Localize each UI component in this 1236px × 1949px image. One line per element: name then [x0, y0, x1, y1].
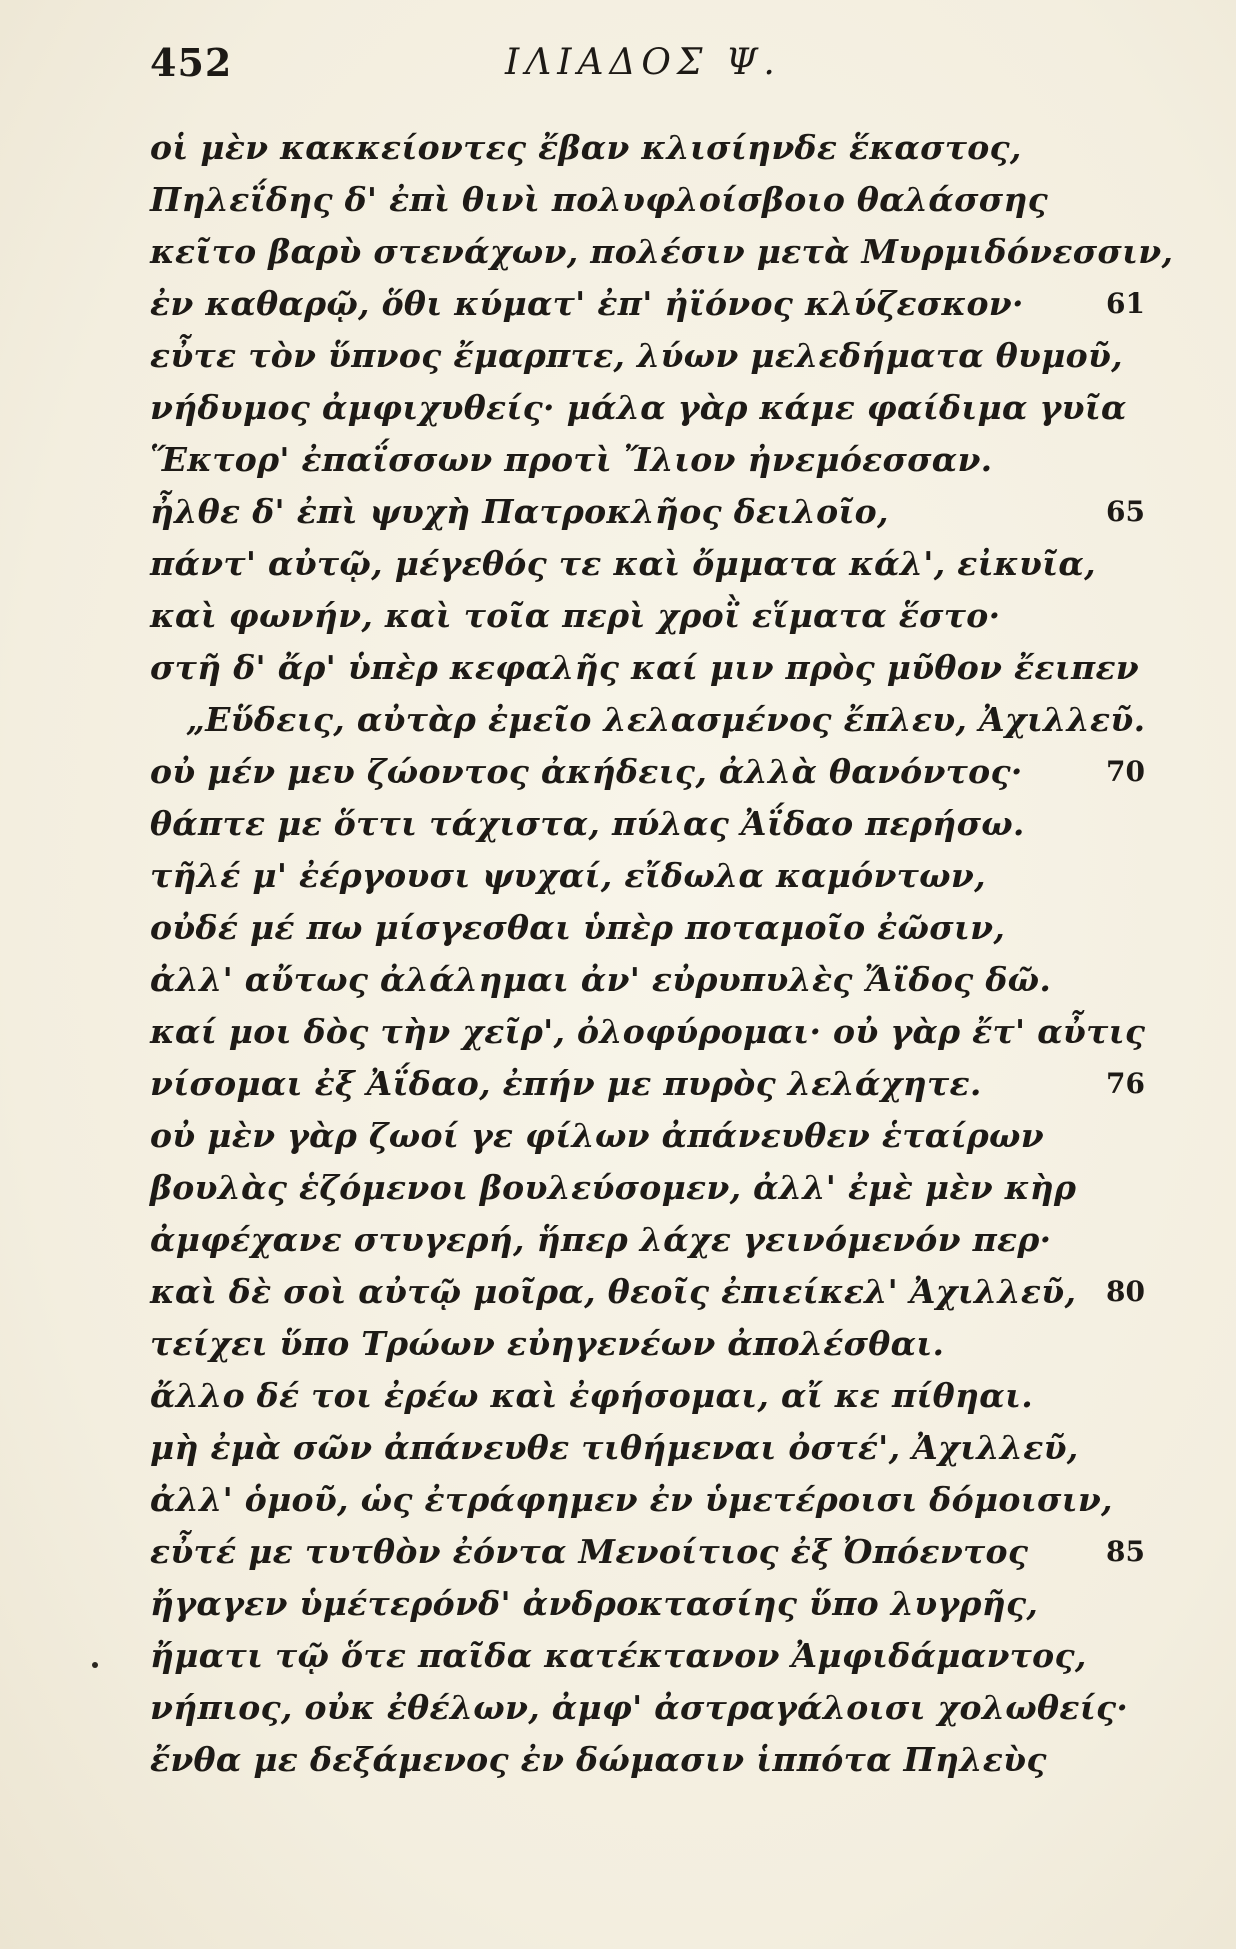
verse-text: εὖτέ με τυτθὸν ἐόντα Μενοίτιος ἐξ Ὀπόεντος	[150, 1532, 1029, 1571]
verse-text: νίσομαι ἐξ Ἀΐδαο, ἐπήν με πυρὸς λελάχητε.	[150, 1064, 982, 1103]
verse-text: οὐδέ μέ πω μίσγεσθαι ὑπὲρ ποταμοῖο ἐῶσιν,	[150, 908, 1006, 947]
verse-line	[150, 902, 1150, 954]
verse-line	[150, 1266, 1150, 1318]
verse-line	[150, 1526, 1150, 1578]
verse-text: οὐ μὲν γὰρ ζωοί γε φίλων ἀπάνευθεν ἑταίρων	[150, 1116, 1044, 1155]
verse-text: οὐ μέν μευ ζώοντος ἀκήδεις, ἀλλὰ θανόντος·	[150, 752, 1023, 791]
verse-text: βουλὰς ἑζόμενοι βουλεύσομεν, ἀλλ' ἐμὲ μὲν κὴρ	[150, 1168, 1077, 1207]
verse-text: νήπιος, οὐκ ἐθέλων, ἀμφ' ἀστραγάλοισι χολωθείς·	[150, 1688, 1129, 1727]
verse-text: ἀμφέχανε στυγερή, ἥπερ λάχε γεινόμενόν περ·	[150, 1220, 1052, 1259]
verse-text: καὶ φωνήν, καὶ τοῖα περὶ χροῒ εἵματα ἕστο·	[150, 596, 1001, 635]
verse-line	[150, 278, 1150, 330]
verse-line	[150, 382, 1150, 434]
verse-line	[150, 538, 1150, 590]
verse-line	[150, 590, 1150, 642]
page-number: 452	[150, 40, 233, 85]
verse-line	[150, 1578, 1150, 1630]
verse-text: τῆλέ μ' ἐέργουσι ψυχαί, εἴδωλα καμόντων,	[150, 856, 986, 895]
verse-text: ἀλλ' αὔτως ἀλάλημαι ἀν' εὐρυπυλὲς Ἄϊδος δῶ.	[150, 960, 1052, 999]
verse-block	[150, 122, 1174, 1786]
margin-mark	[92, 1662, 98, 1668]
verse-text: θάπτε με ὅττι τάχιστα, πύλας Ἀΐδαο περήσω.	[150, 804, 1025, 843]
verse-text: ἤματι τῷ ὅτε παῖδα κατέκτανον Ἀμφιδάμαντος,	[150, 1636, 1087, 1675]
verse-line	[150, 434, 1150, 486]
verse-line	[150, 746, 1150, 798]
verse-text: ἀλλ' ὁμοῦ, ὡς ἐτράφημεν ἐν ὑμετέροισι δόμοισιν,	[150, 1480, 1113, 1519]
verse-text: τείχει ὕπο Τρώων εὐηγενέων ἀπολέσθαι.	[150, 1324, 945, 1363]
verse-text: μὴ ἐμὰ σῶν ἀπάνευθε τιθήμεναι ὀστέ', Ἀχιλλεῦ,	[150, 1428, 1079, 1467]
verse-line	[150, 1110, 1150, 1162]
verse-line	[150, 850, 1150, 902]
verse-text: Πηλεΐδης δ' ἐπὶ θινὶ πολυφλοίσβοιο θαλάσσης	[150, 180, 1049, 219]
running-title: ΙΛΙΑΔΟΣ Ψ.	[505, 42, 781, 83]
verse-text: „Εὕδεις, αὐτὰρ ἐμεῖο λελασμένος ἔπλευ, Ἀχιλλεῦ.	[186, 700, 1146, 739]
verse-line	[150, 1682, 1150, 1734]
verse-text: καὶ δὲ σοὶ αὐτῷ μοῖρα, θεοῖς ἐπιείκελ' Ἀχιλλεῦ,	[150, 1272, 1077, 1311]
verse-text: Ἕκτορ' ἐπαΐσσων προτὶ Ἴλιον ἠνεμόεσσαν.	[150, 440, 993, 479]
line-number: 85	[1106, 1535, 1145, 1568]
verse-line	[150, 642, 1150, 694]
verse-line	[150, 1058, 1150, 1110]
verse-text: εὖτε τὸν ὕπνος ἔμαρπτε, λύων μελεδήματα θυμοῦ,	[150, 336, 1123, 375]
verse-line	[150, 1318, 1150, 1370]
verse-text: πάντ' αὐτῷ, μέγεθός τε καὶ ὄμματα κάλ', εἰκυῖα,	[150, 544, 1096, 583]
verse-line	[150, 486, 1150, 538]
verse-line	[150, 330, 1150, 382]
verse-text: νήδυμος ἀμφιχυθείς· μάλα γὰρ κάμε φαίδιμα γυῖα	[150, 388, 1127, 427]
verse-line	[150, 694, 1150, 746]
verse-text: κεῖτο βαρὺ στενάχων, πολέσιν μετὰ Μυρμιδόνεσσιν,	[150, 232, 1174, 271]
verse-line	[150, 226, 1174, 278]
verse-line	[150, 954, 1150, 1006]
verse-line	[150, 1370, 1150, 1422]
verse-line	[150, 1474, 1150, 1526]
verse-line	[150, 122, 1150, 174]
line-number: 65	[1106, 495, 1145, 528]
verse-line	[150, 1162, 1150, 1214]
verse-line	[150, 174, 1150, 226]
verse-text: καί μοι δὸς τὴν χεῖρ', ὀλοφύρομαι· οὐ γὰρ ἔτ' αὖτις	[150, 1012, 1146, 1051]
verse-line	[150, 1630, 1150, 1682]
line-number: 61	[1106, 287, 1145, 320]
line-number: 76	[1106, 1067, 1145, 1100]
verse-line	[150, 798, 1150, 850]
verse-line	[150, 1214, 1150, 1266]
verse-line	[150, 1734, 1150, 1786]
verse-text: οἱ μὲν κακκείοντες ἔβαν κλισίηνδε ἕκαστος,	[150, 128, 1022, 167]
line-number: 70	[1106, 755, 1145, 788]
verse-text: στῆ δ' ἄρ' ὑπὲρ κεφαλῆς καί μιν πρὸς μῦθον ἔειπεν	[150, 648, 1140, 687]
verse-text: ἔνθα με δεξάμενος ἐν δώμασιν ἱππότα Πηλεὺς	[150, 1740, 1047, 1779]
verse-text: ἤγαγεν ὑμέτερόνδ' ἀνδροκτασίης ὕπο λυγρῆς,	[150, 1584, 1039, 1623]
page-header	[150, 40, 1130, 92]
verse-line	[150, 1006, 1150, 1058]
verse-text: ἄλλο δέ τοι ἐρέω καὶ ἐφήσομαι, αἴ κε πίθηαι.	[150, 1376, 1034, 1415]
verse-text: ἦλθε δ' ἐπὶ ψυχὴ Πατροκλῆος δειλοῖο,	[150, 492, 889, 531]
line-number: 80	[1106, 1275, 1145, 1308]
verse-text: ἐν καθαρῷ, ὅθι κύματ' ἐπ' ἠϊόνος κλύζεσκον·	[150, 284, 1024, 323]
verse-line	[150, 1422, 1150, 1474]
